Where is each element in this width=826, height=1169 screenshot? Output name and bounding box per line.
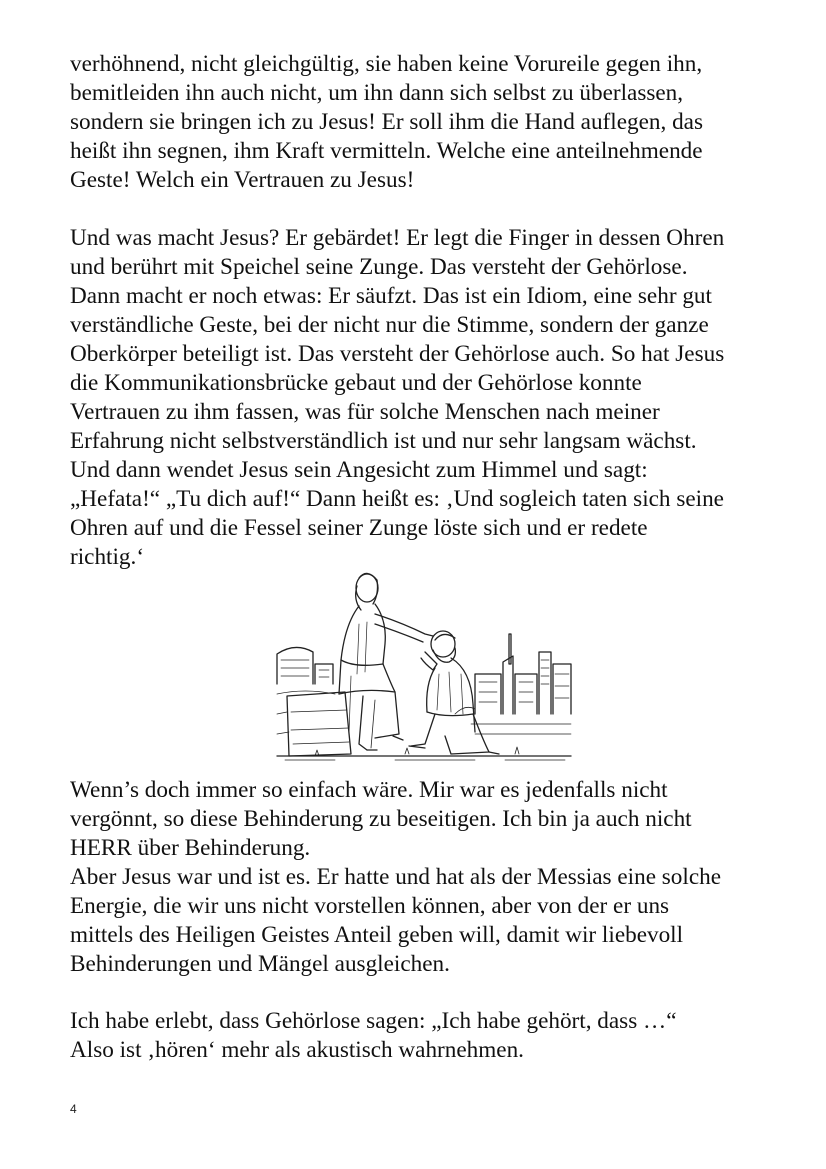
paragraph-1 (70, 50, 790, 195)
text-line: Geste! Welch ein Vertrauen zu Jesus! (70, 167, 415, 193)
jesus-healing-deaf-man-illustration (275, 564, 573, 762)
text-line: und berührt mit Speichel seine Zunge. Das versteht der Gehörlose. (70, 254, 688, 280)
text-line: Wenn’s doch immer so einfach wäre. Mir war es jedenfalls nicht (70, 777, 668, 803)
text-line: Und dann wendet Jesus sein Angesicht zum Himmel und sagt: (70, 457, 648, 483)
text-line: Erfahrung nicht selbstverständlich ist und nur sehr langsam wächst. (70, 428, 697, 454)
page-number: 4 (70, 1102, 77, 1116)
text-line: vergönnt, so diese Behinderung zu beseitigen. Ich bin ja auch nicht (70, 806, 692, 832)
text-line: verhöhnend, nicht gleichgültig, sie haben keine Vorureile gegen ihn, (70, 51, 703, 77)
text-line: Ich habe erlebt, dass Gehörlose sagen: „Ich habe gehört, dass …“ (70, 1008, 677, 1034)
text-line: Also ist ‚hören‘ mehr als akustisch wahrnehmen. (70, 1037, 524, 1063)
text-line: Vertrauen zu ihm fassen, was für solche Menschen nach meiner (70, 399, 660, 425)
text-line: Und was macht Jesus? Er gebärdet! Er legt die Finger in dessen Ohren (70, 225, 725, 251)
paragraph-4 (70, 1007, 790, 1065)
text-line: Dann macht er noch etwas: Er säufzt. Das ist ein Idiom, eine sehr gut (70, 283, 712, 309)
text-line: „Hefata!“ „Tu dich auf!“ Dann heißt es: ‚Und sogleich taten sich seine (70, 486, 724, 512)
text-line: bemitleiden ihn auch nicht, um ihn dann sich selbst zu überlassen, (70, 80, 684, 106)
text-line: die Kommunikationsbrücke gebaut und der Gehörlose konnte (70, 370, 642, 396)
text-line: richtig.‘ (70, 544, 145, 570)
paragraph-3 (70, 776, 790, 979)
text-line: Energie, die wir uns nicht vorstellen können, aber von der er uns (70, 893, 670, 919)
text-line: Ohren auf und die Fessel seiner Zunge löste sich und er redete (70, 515, 648, 541)
text-line: Oberkörper beteiligt ist. Das versteht der Gehörlose auch. So hat Jesus (70, 341, 725, 367)
text-line: heißt ihn segnen, ihm Kraft vermitteln. Welche eine anteilnehmende (70, 138, 703, 164)
text-line: HERR über Behinderung. (70, 835, 311, 861)
text-line: mittels des Heiligen Geistes Anteil geben will, damit wir liebevoll (70, 922, 684, 948)
text-line: sondern sie bringen ich zu Jesus! Er soll ihm die Hand auflegen, das (70, 109, 703, 135)
paragraph-2 (70, 224, 790, 572)
text-line: Behinderungen und Mängel ausgleichen. (70, 951, 450, 977)
text-line: Aber Jesus war und ist es. Er hatte und hat als der Messias eine solche (70, 864, 722, 890)
text-line: verständliche Geste, bei der nicht nur die Stimme, sondern der ganze (70, 312, 709, 338)
